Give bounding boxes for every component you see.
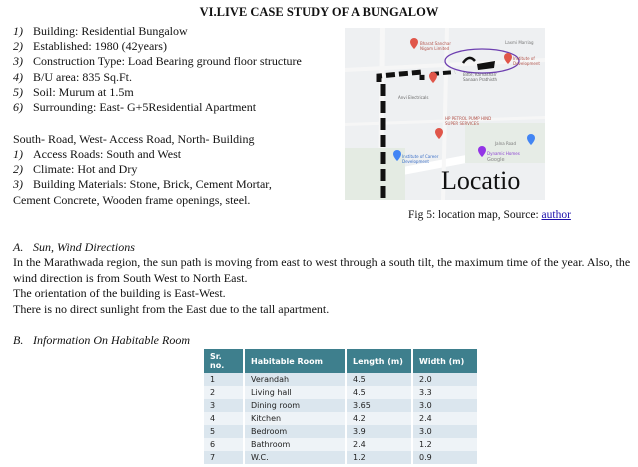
table-cell: 4.5 xyxy=(346,386,412,399)
map-label: Bitte, Karnasharr Sanaan Prathisth xyxy=(463,72,498,82)
location-map xyxy=(345,28,545,200)
table-row xyxy=(204,399,478,412)
table-cell: Kitchen xyxy=(244,412,346,425)
habitable-room-table xyxy=(204,349,479,464)
column-header: Sr. no. xyxy=(204,349,244,373)
paragraph: There is no direct sunlight from the East due to the tall apartment. xyxy=(13,302,330,316)
column-header: Habitable Room xyxy=(244,349,346,373)
table-cell: W.C. xyxy=(244,451,346,464)
table-cell: Bedroom xyxy=(244,425,346,438)
table-cell: 2.0 xyxy=(412,373,478,386)
column-header: Length (m) xyxy=(346,349,412,373)
table-header-row xyxy=(204,349,478,373)
table-cell: 1.2 xyxy=(346,451,412,464)
table-row xyxy=(204,438,478,451)
table-row xyxy=(204,412,478,425)
building-details-list xyxy=(13,24,302,115)
table-cell: Living hall xyxy=(244,386,346,399)
column-header: Width (m) xyxy=(412,349,478,373)
map-label: Anvi Electricals xyxy=(398,95,429,100)
table-cell: 6 xyxy=(204,438,244,451)
table-cell: 4.5 xyxy=(346,373,412,386)
table-cell: 3.0 xyxy=(412,399,478,412)
table-cell: Dining room xyxy=(244,399,346,412)
table-cell: 1.2 xyxy=(412,438,478,451)
table-cell: 5 xyxy=(204,425,244,438)
list-item: 5) Soil: Murum at 1.5m xyxy=(13,84,134,99)
table-cell: Bathroom xyxy=(244,438,346,451)
table-row xyxy=(204,386,478,399)
table-cell: 7 xyxy=(204,451,244,464)
list-item: 1) Building: Residential Bungalow xyxy=(13,24,188,38)
list-item: 2) Climate: Hot and Dry xyxy=(13,162,138,177)
page-title: VI.LIVE CASE STUDY OF A BUNGALOW xyxy=(199,5,439,19)
table-cell: 4 xyxy=(204,412,244,425)
table-cell: 2.4 xyxy=(412,412,478,425)
table-row xyxy=(204,451,478,464)
map-overlay-text: Locatio xyxy=(441,166,521,195)
table-cell: 1 xyxy=(204,373,244,386)
map-label: Laxmi Marriag xyxy=(505,40,534,45)
table-cell: 4.2 xyxy=(346,412,412,425)
map-label: Jalna Road xyxy=(495,141,517,146)
table-cell: 3.65 xyxy=(346,399,412,412)
paragraph: In the Marathwada region, the sun path is moving from east to west through a south tilt, the maximum time of the year. Also, the wind direction is from South West to North East. xyxy=(13,255,631,285)
table-cell: 3 xyxy=(204,399,244,412)
map-logo: Google xyxy=(487,157,505,163)
list-item: 6) Surrounding: East- G+5Residential Apartment xyxy=(13,100,257,115)
paragraph: The orientation of the building is East-West. xyxy=(13,286,226,300)
list-item: 3) Building Materials: Stone, Brick, Cement Mortar, xyxy=(13,177,272,192)
table-cell: 3.3 xyxy=(412,386,478,399)
table-row xyxy=(204,373,478,386)
map-label: Bharat Sanchar Nigam Limited xyxy=(420,41,452,51)
table-cell: 2 xyxy=(204,386,244,399)
table-cell: 0.9 xyxy=(412,451,478,464)
list-item: 1) Access Roads: South and West xyxy=(13,147,182,161)
table-cell: 3.9 xyxy=(346,425,412,438)
building-details-list-2 xyxy=(13,147,272,193)
section-heading-b: B. Information On Habitable Room xyxy=(13,333,190,347)
list-item: 4) B/U area: 835 Sq.Ft. xyxy=(13,69,132,84)
map-label: HP PETROL PUMP HIND SUPER SERVICES xyxy=(445,116,492,126)
table-row xyxy=(204,425,478,438)
map-label: Dynamic Homes xyxy=(487,151,520,156)
section-heading-a: A. Sun, Wind Directions xyxy=(13,240,135,254)
map-label: Institute of Career Development xyxy=(402,154,439,164)
materials-continued: Cement Concrete, Wooden frame openings, steel. xyxy=(13,193,251,207)
list-item: 3) Construction Type: Load Bearing ground floor structure xyxy=(13,54,302,69)
map-label: Institute of Development xyxy=(513,56,540,66)
surrounding-continued: South- Road, West- Access Road, North- Building xyxy=(13,132,255,146)
table-cell: 3.0 xyxy=(412,425,478,438)
source-link[interactable]: author xyxy=(541,209,571,221)
table-cell: Verandah xyxy=(244,373,346,386)
figure-caption: Fig 5: location map, Source: author xyxy=(408,209,571,221)
list-item: 2) Established: 1980 (42years) xyxy=(13,39,167,54)
table-cell: 2.4 xyxy=(346,438,412,451)
